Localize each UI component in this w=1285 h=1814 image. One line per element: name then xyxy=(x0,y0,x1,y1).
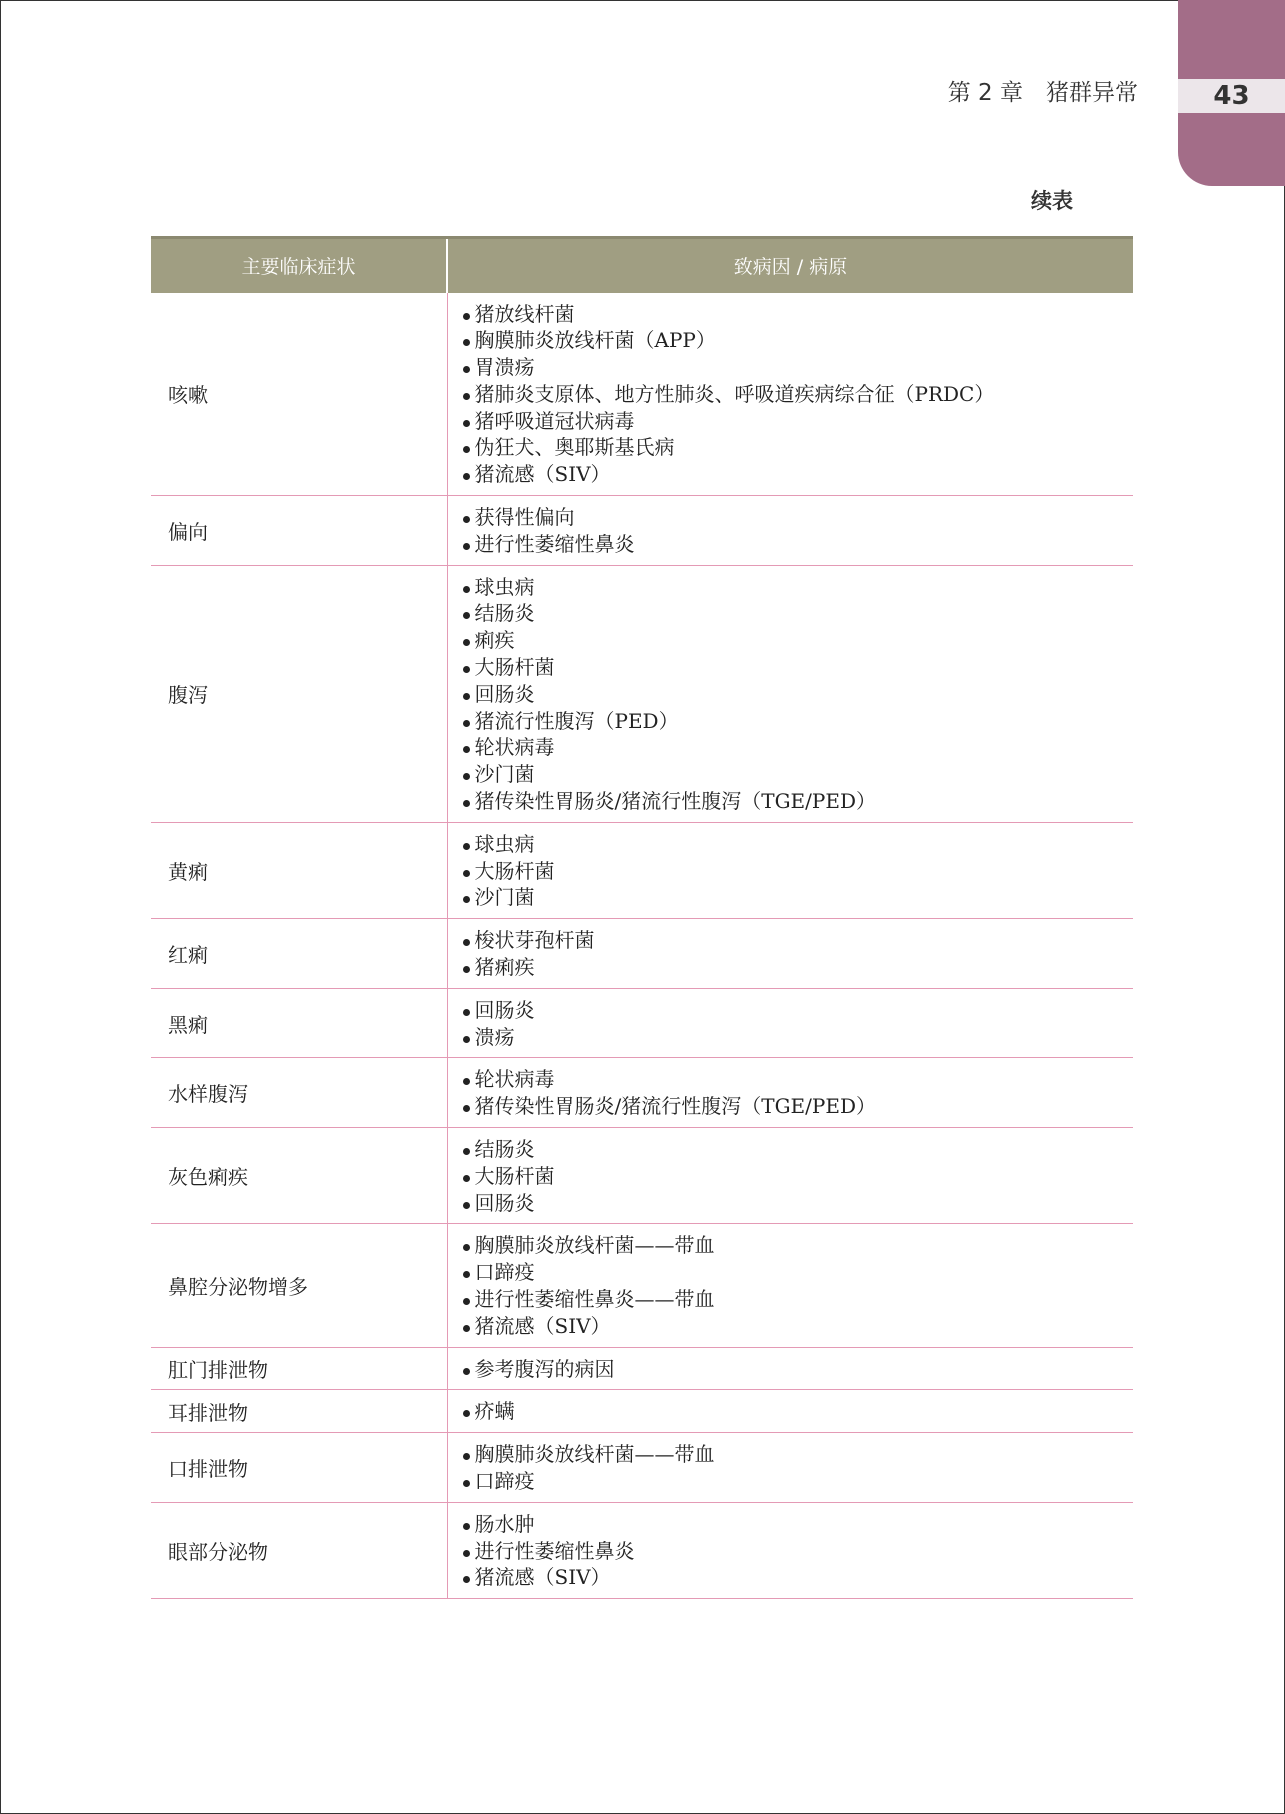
symptom-cell: 灰色痢疾 xyxy=(151,1128,447,1224)
symptom-cell: 耳排泄物 xyxy=(151,1390,447,1433)
cause-cell xyxy=(447,496,1133,566)
cause-item xyxy=(463,734,1134,761)
cause-list xyxy=(463,1356,1134,1383)
cause-list xyxy=(463,1398,1134,1425)
cause-cell xyxy=(447,565,1133,822)
cause-item xyxy=(463,997,1134,1024)
bullet-icon xyxy=(463,843,470,850)
bullet-icon xyxy=(463,773,470,780)
cause-text: 轮状病毒 xyxy=(474,1067,555,1092)
cause-cell xyxy=(447,1390,1133,1433)
cause-text: 肠水肿 xyxy=(474,1511,535,1536)
table-row xyxy=(151,919,1133,989)
cause-item xyxy=(463,858,1134,885)
cause-text: 回肠炎 xyxy=(474,681,535,706)
cause-text: 进行性萎缩性鼻炎——带血 xyxy=(474,1287,715,1311)
bullet-icon xyxy=(463,339,470,346)
table-header-row xyxy=(151,238,1133,293)
bullet-icon xyxy=(463,693,470,700)
cause-item xyxy=(463,1093,1134,1120)
cause-text: 猪呼吸道冠状病毒 xyxy=(474,408,635,433)
cause-item xyxy=(463,504,1134,531)
column-header-cause: 致病因 / 病原 xyxy=(447,238,1133,293)
bullet-icon xyxy=(463,366,470,373)
table-row xyxy=(151,1502,1133,1598)
table-row xyxy=(151,1347,1133,1390)
cause-text: 参考腹泻的病因 xyxy=(474,1356,615,1381)
table-row xyxy=(151,822,1133,918)
column-header-symptom: 主要临床症状 xyxy=(151,238,447,293)
cause-item xyxy=(463,1356,1134,1383)
cause-cell xyxy=(447,293,1133,496)
cause-cell xyxy=(447,1502,1133,1598)
bullet-icon xyxy=(463,1453,470,1460)
bullet-icon xyxy=(463,720,470,727)
cause-text: 获得性偏向 xyxy=(474,505,575,530)
cause-cell xyxy=(447,988,1133,1058)
cause-text: 口蹄疫 xyxy=(474,1468,535,1493)
cause-text: 猪流感（SIV） xyxy=(474,1565,611,1590)
symptom-cell: 腹泻 xyxy=(151,565,447,822)
bullet-icon xyxy=(463,1009,470,1016)
cause-item xyxy=(463,1511,1134,1538)
cause-item xyxy=(463,1538,1134,1565)
table-row xyxy=(151,565,1133,822)
cause-text: 大肠杆菌 xyxy=(474,1163,555,1188)
symptom-cell: 咳嗽 xyxy=(151,293,447,496)
cause-item xyxy=(463,788,1134,815)
symptom-cause-table xyxy=(151,236,1133,1599)
cause-list xyxy=(463,997,1134,1051)
cause-item xyxy=(463,954,1134,981)
cause-list xyxy=(463,1511,1134,1591)
bullet-icon xyxy=(463,1410,470,1417)
cause-cell xyxy=(447,1433,1133,1503)
cause-text: 口蹄疫 xyxy=(474,1260,535,1285)
table-row xyxy=(151,988,1133,1058)
cause-cell xyxy=(447,919,1133,989)
cause-text: 伪狂犬、奥耶斯基氏病 xyxy=(474,435,675,460)
cause-item xyxy=(463,1163,1134,1190)
cause-item xyxy=(463,1398,1134,1425)
chapter-title: 第 2 章 猪群异常 xyxy=(947,80,1138,106)
cause-item xyxy=(463,408,1134,435)
cause-item xyxy=(463,600,1134,627)
bullet-icon xyxy=(463,1523,470,1530)
bullet-icon xyxy=(463,870,470,877)
bullet-icon xyxy=(463,313,470,320)
cause-item xyxy=(463,708,1134,735)
bullet-icon xyxy=(463,939,470,946)
cause-item xyxy=(463,1441,1134,1468)
cause-item xyxy=(463,1286,1134,1313)
bullet-icon xyxy=(463,666,470,673)
cause-text: 沙门菌 xyxy=(474,885,535,910)
cause-item xyxy=(463,1313,1134,1340)
cause-item xyxy=(463,1024,1134,1051)
table-row xyxy=(151,1433,1133,1503)
table-row xyxy=(151,496,1133,566)
symptom-cell: 口排泄物 xyxy=(151,1433,447,1503)
cause-text: 回肠炎 xyxy=(474,997,535,1022)
cause-text: 胸膜肺炎放线杆菌——带血 xyxy=(474,1442,715,1467)
cause-text: 猪传染性胃肠炎/猪流行性腹泻（TGE/PED） xyxy=(474,789,876,814)
cause-item xyxy=(463,1190,1134,1217)
cause-item xyxy=(463,927,1134,954)
bullet-icon xyxy=(463,746,470,753)
symptom-cell: 红痢 xyxy=(151,919,447,989)
bullet-icon xyxy=(463,420,470,427)
cause-cell xyxy=(447,1128,1133,1224)
cause-cell xyxy=(447,1347,1133,1390)
symptom-cell: 黑痢 xyxy=(151,988,447,1058)
cause-item xyxy=(463,301,1134,328)
bullet-icon xyxy=(463,896,470,903)
cause-item xyxy=(463,381,1134,408)
cause-cell xyxy=(447,1224,1133,1347)
cause-list xyxy=(463,1441,1134,1495)
symptom-cell: 水样腹泻 xyxy=(151,1058,447,1128)
cause-item xyxy=(463,327,1134,354)
cause-text: 猪放线杆菌 xyxy=(474,301,575,326)
cause-text: 猪传染性胃肠炎/猪流行性腹泻（TGE/PED） xyxy=(474,1094,876,1119)
bullet-icon xyxy=(463,1480,470,1487)
cause-text: 进行性萎缩性鼻炎 xyxy=(474,531,635,556)
table-body xyxy=(151,293,1133,1599)
cause-text: 猪流感（SIV） xyxy=(474,1313,611,1338)
bullet-icon xyxy=(463,1325,470,1332)
cause-list xyxy=(463,301,1134,489)
cause-text: 大肠杆菌 xyxy=(474,858,555,883)
cause-text: 结肠炎 xyxy=(474,601,535,626)
bullet-icon xyxy=(463,516,470,523)
bullet-icon xyxy=(463,639,470,646)
page-number: 43 xyxy=(1213,81,1250,111)
bullet-icon xyxy=(463,473,470,480)
bullet-icon xyxy=(463,1148,470,1155)
cause-list xyxy=(463,574,1134,815)
bullet-icon xyxy=(463,800,470,807)
cause-text: 进行性萎缩性鼻炎 xyxy=(474,1538,635,1563)
cause-list xyxy=(463,1066,1134,1120)
bullet-icon xyxy=(463,1298,470,1305)
bullet-icon xyxy=(463,1244,470,1251)
bullet-icon xyxy=(463,1368,470,1375)
cause-item xyxy=(463,1468,1134,1495)
cause-text: 球虫病 xyxy=(474,831,535,856)
cause-text: 结肠炎 xyxy=(474,1137,535,1162)
cause-item xyxy=(463,761,1134,788)
bullet-icon xyxy=(463,1550,470,1557)
cause-item xyxy=(463,654,1134,681)
bullet-icon xyxy=(463,1105,470,1112)
bullet-icon xyxy=(463,612,470,619)
cause-item xyxy=(463,884,1134,911)
bullet-icon xyxy=(463,966,470,973)
cause-cell xyxy=(447,822,1133,918)
cause-item xyxy=(463,831,1134,858)
bullet-icon xyxy=(463,1202,470,1209)
cause-text: 疥螨 xyxy=(474,1399,515,1424)
cause-list xyxy=(463,1136,1134,1216)
cause-list xyxy=(463,831,1134,911)
symptom-cell: 肛门排泄物 xyxy=(151,1347,447,1390)
cause-item xyxy=(463,1136,1134,1163)
cause-cell xyxy=(447,1058,1133,1128)
cause-list xyxy=(463,927,1134,981)
bullet-icon xyxy=(463,1175,470,1182)
cause-text: 胃溃疡 xyxy=(474,355,535,380)
cause-text: 猪肺炎支原体、地方性肺炎、呼吸道疾病综合征（PRDC） xyxy=(474,381,995,406)
bullet-icon xyxy=(463,1271,470,1278)
cause-item xyxy=(463,531,1134,558)
table-row xyxy=(151,1224,1133,1347)
cause-item xyxy=(463,1259,1134,1286)
cause-item xyxy=(463,627,1134,654)
cause-text: 猪流感（SIV） xyxy=(474,462,611,487)
symptom-cell: 眼部分泌物 xyxy=(151,1502,447,1598)
cause-text: 胸膜肺炎放线杆菌（APP） xyxy=(474,328,716,353)
cause-list xyxy=(463,504,1134,558)
symptom-cell: 偏向 xyxy=(151,496,447,566)
cause-text: 轮状病毒 xyxy=(474,735,555,760)
bullet-icon xyxy=(463,1576,470,1583)
cause-text: 猪痢疾 xyxy=(474,955,535,980)
cause-item xyxy=(463,354,1134,381)
cause-item xyxy=(463,681,1134,708)
cause-list xyxy=(463,1232,1134,1339)
bullet-icon xyxy=(463,446,470,453)
bullet-icon xyxy=(463,586,470,593)
cause-text: 沙门菌 xyxy=(474,762,535,787)
cause-item xyxy=(463,434,1134,461)
cause-text: 大肠杆菌 xyxy=(474,655,555,680)
bullet-icon xyxy=(463,1078,470,1085)
cause-text: 溃疡 xyxy=(474,1024,515,1049)
cause-text: 梭状芽孢杆菌 xyxy=(474,928,595,953)
table-row xyxy=(151,1390,1133,1433)
cause-text: 回肠炎 xyxy=(474,1190,535,1215)
cause-text: 胸膜肺炎放线杆菌——带血 xyxy=(474,1233,715,1258)
bullet-icon xyxy=(463,1036,470,1043)
cause-item xyxy=(463,574,1134,601)
cause-text: 猪流行性腹泻（PED） xyxy=(474,708,679,733)
table-row xyxy=(151,1058,1133,1128)
bullet-icon xyxy=(463,393,470,400)
cause-text: 痢疾 xyxy=(474,628,515,653)
cause-text: 球虫病 xyxy=(474,574,535,599)
bullet-icon xyxy=(463,543,470,550)
symptom-cell: 黄痢 xyxy=(151,822,447,918)
cause-item xyxy=(463,1232,1134,1259)
table-row xyxy=(151,1128,1133,1224)
continued-label: 续表 xyxy=(1031,189,1073,213)
table-row xyxy=(151,293,1133,496)
cause-item xyxy=(463,1564,1134,1591)
symptom-cell: 鼻腔分泌物增多 xyxy=(151,1224,447,1347)
cause-item xyxy=(463,1066,1134,1093)
cause-item xyxy=(463,461,1134,488)
